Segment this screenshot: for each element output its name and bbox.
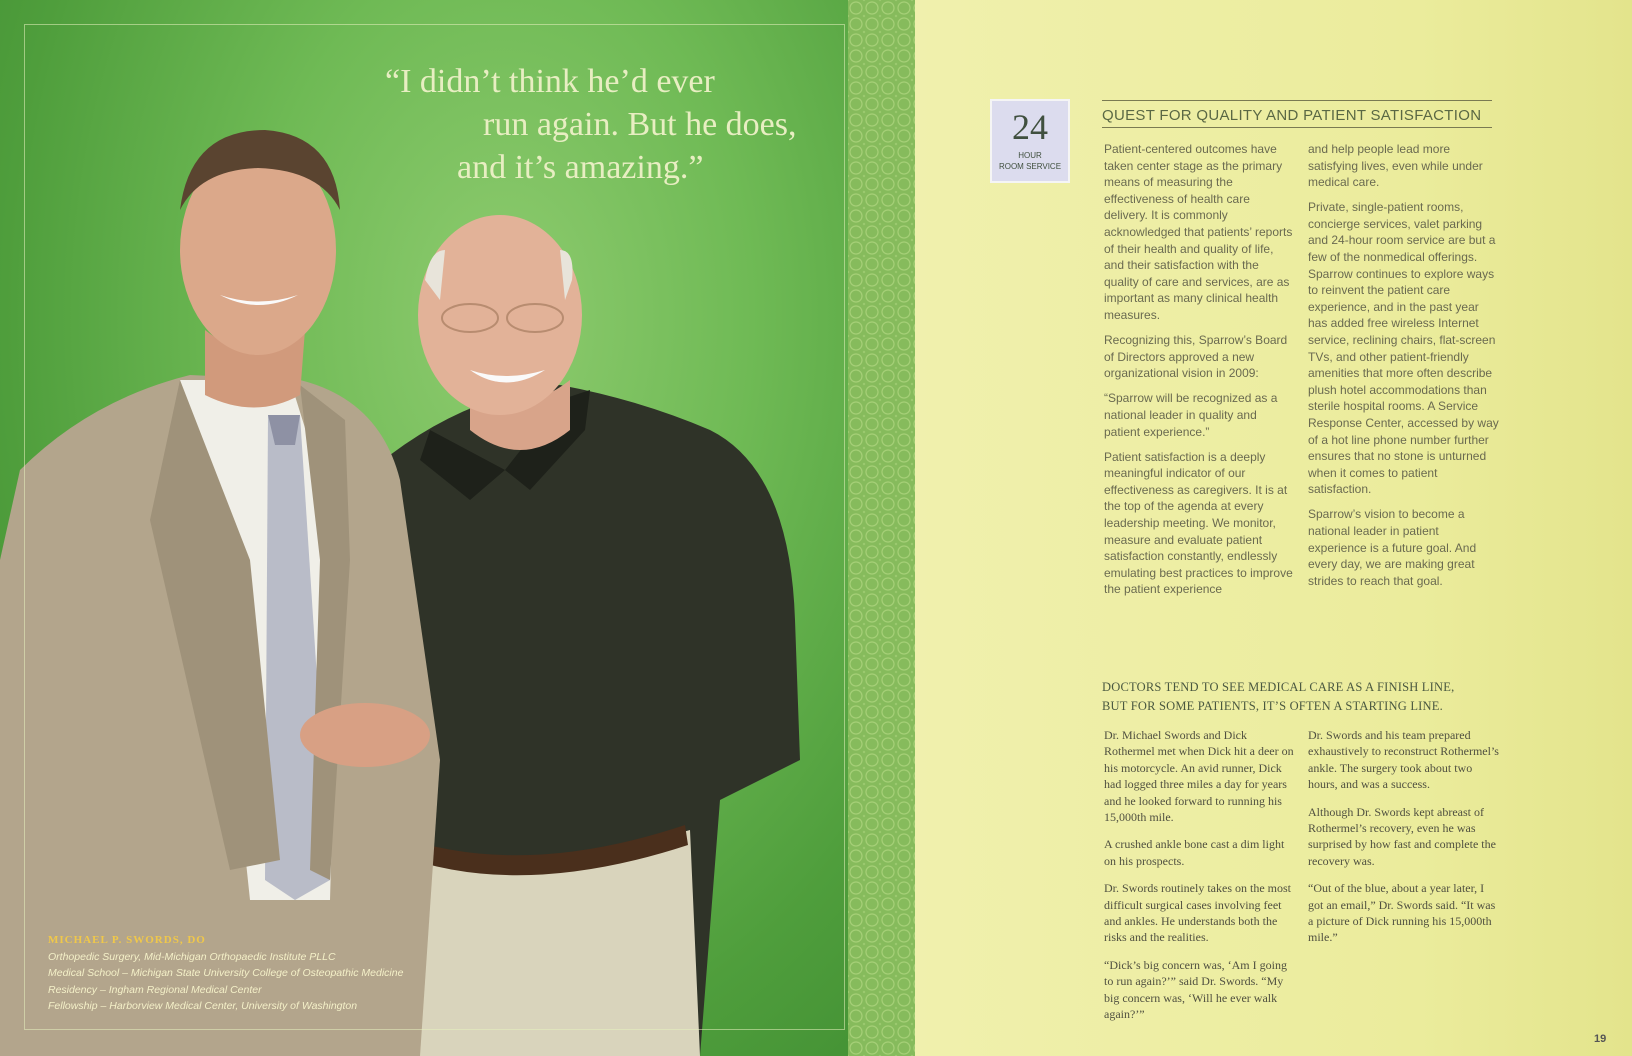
pull-quote-line-3: and it’s amazing.”	[457, 149, 704, 186]
paragraph: “Out of the blue, about a year later, I got an email,” Dr. Swords said. “It was a picture of Dick running his 15,000th mile.”	[1308, 881, 1496, 945]
paragraph: Patient-centered outcomes have taken center stage as the primary means of measuring the effectiveness of health care delivery. It is commonly acknowledged that patients’ reports of their health and quality of life, and their satisfaction with the quality of care and services, are as important as many clinical health measures.	[1104, 142, 1293, 322]
page-number: 19	[1594, 1033, 1607, 1045]
paragraph: “Dick’s big concern was, ‘Am I going to run again?’” said Dr. Swords. “My big concern was, ‘Will he ever walk again?’”	[1104, 957, 1287, 1022]
pull-quote-line-2: run again. But he does,	[483, 106, 797, 143]
pull-quote-line-1: “I didn’t think he’d ever	[385, 63, 715, 100]
section1-column-1	[1104, 141, 1294, 606]
section2-title-line-2: BUT FOR SOME PATIENTS, IT’S OFTEN A STARTING LINE.	[1102, 699, 1443, 713]
decorative-pattern-strip	[848, 0, 915, 1056]
badge-label-1: HOUR	[1018, 151, 1042, 160]
paragraph: Dr. Swords and his team prepared exhaustively to reconstruct Rothermel’s ankle. The surgery took about two hours, and was a success.	[1308, 728, 1499, 792]
paragraph: Sparrow’s vision to become a national leader in patient experience is a future goal. And every day, we are making great strides to reach that goal.	[1308, 507, 1477, 588]
section2-column-1	[1104, 727, 1294, 1034]
paragraph: Private, single-patient rooms, concierge services, valet parking and 24-hour room service are but a few of the nonmedical offerings. Sparrow continues to explore ways to reinvent the patient care experience, and in the past year has added free wireless Internet service, reclining chairs, flat-screen TVs, and other patient-friendly amenities that more often describe plush hotel accommodations than sterile hospital rooms. A Service Response Center, accessed by way of a hot line phone number further ensures that no stone is unturned when it comes to patient satisfaction.	[1308, 200, 1499, 497]
caption-line: Medical School – Michigan State University College of Osteopathic Medicine	[48, 967, 404, 979]
paragraph: and help people lead more satisfying lives, even while under medical care.	[1308, 142, 1483, 190]
photo-caption	[48, 932, 568, 1015]
paragraph: Patient satisfaction is a deeply meaningful indicator of our effectiveness as caregivers. It is at the top of the agenda at every leadership meeting. We monitor, measure and evaluate patient satisfaction constantly, endlessly emulating best practices to improve the patient experience	[1104, 449, 1293, 597]
badge-label-2: ROOM SERVICE	[998, 162, 1062, 171]
caption-line: Orthopedic Surgery, Mid-Michigan Orthopaedic Institute PLLC	[48, 950, 336, 963]
paragraph: Dr. Swords routinely takes on the most difficult surgical cases involving feet and ankles. He understands both the risks and the realities.	[1104, 881, 1291, 945]
section2-column-2	[1308, 727, 1500, 957]
section2-title-line-1: DOCTORS TEND TO SEE MEDICAL CARE AS A FINISH LINE,	[1102, 680, 1455, 694]
section-title-finish-line	[1102, 678, 1522, 716]
section1-column-2	[1308, 141, 1500, 598]
caption-name: MICHAEL P. SWORDS, DO	[48, 934, 206, 946]
paragraph: A crushed ankle bone cast a dim light on his prospects.	[1104, 837, 1285, 868]
paragraph: Recognizing this, Sparrow’s Board of Directors approved a new organizational vision in 2009:	[1104, 333, 1288, 381]
caption-line: Fellowship – Harborview Medical Center, University of Washington	[48, 1000, 358, 1012]
paragraph: Although Dr. Swords kept abreast of Rothermel’s recovery, even he was surprised by how fast and complete the recovery was.	[1308, 804, 1496, 868]
paragraph: “Sparrow will be recognized as a national leader in quality and patient experience.”	[1104, 391, 1278, 439]
caption-line: Residency – Ingham Regional Medical Center	[48, 983, 262, 996]
badge-number: 24	[1012, 107, 1048, 147]
pull-quote	[385, 60, 845, 189]
room-service-badge	[990, 99, 1070, 183]
section-title-quality: QUEST FOR QUALITY AND PATIENT SATISFACTION	[1102, 100, 1492, 128]
paragraph: Dr. Michael Swords and Dick Rothermel met when Dick hit a deer on his motorcycle. An avid runner, Dick had logged three miles a day for years and he looked forward to running his 15,000th mile.	[1104, 728, 1294, 825]
